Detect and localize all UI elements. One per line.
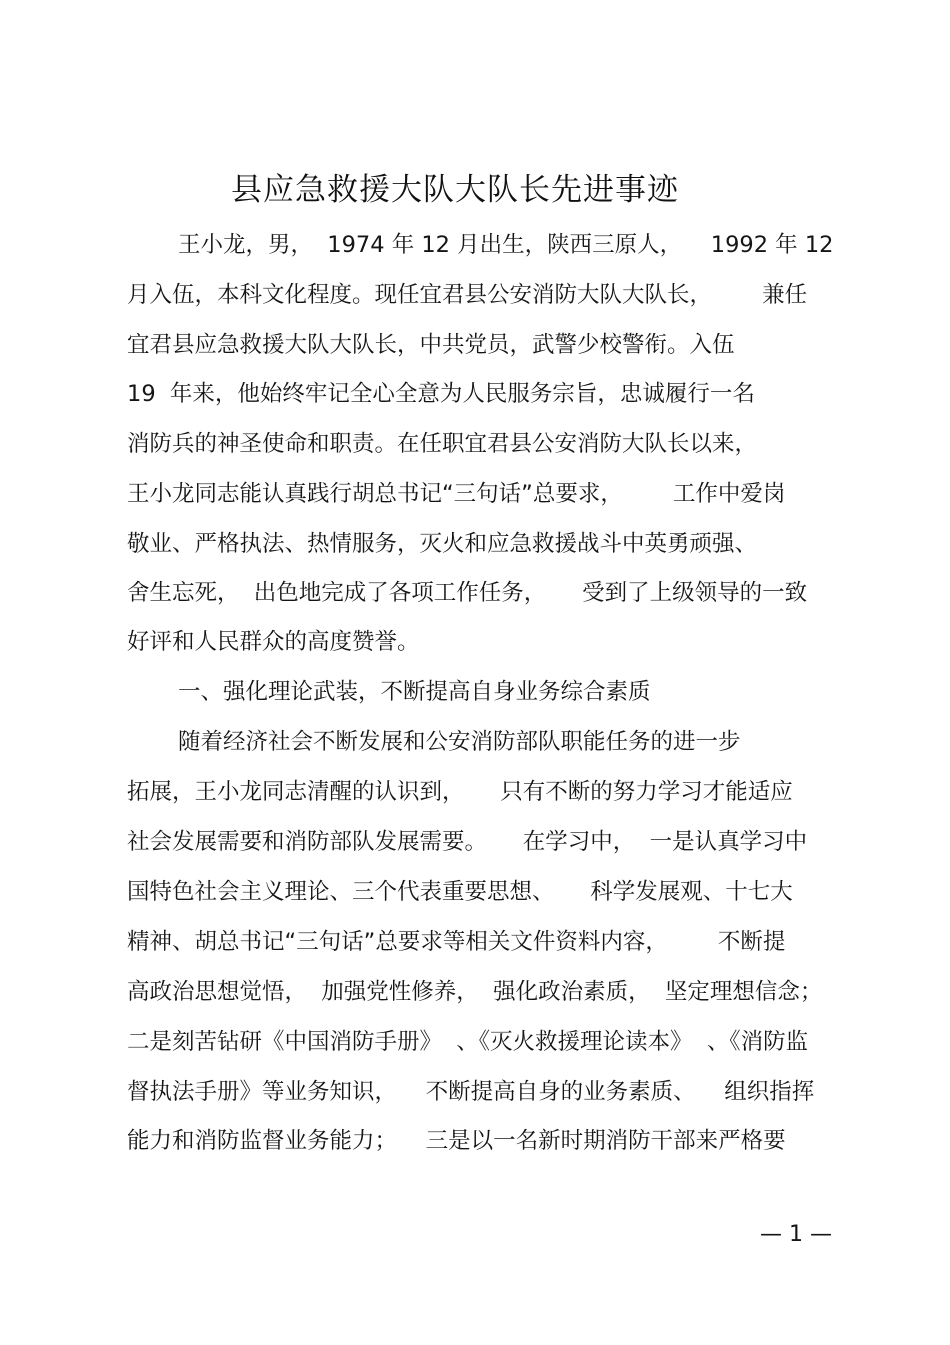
body-line: 高政治思想觉悟， 加强党性修养， 强化政治素质， 坚定理想信念； [127,979,823,1005]
section-heading: 一、强化理论武装，不断提高自身业务综合素质 [178,679,651,705]
body-line: 月入伍，本科文化程度。现任宜君县公安消防大队大队长， 兼任 [127,282,808,308]
body-line: 好评和人民群众的高度赞誉。 [127,629,420,655]
page-number: — 1 — [760,1222,832,1247]
body-line: 精神、胡总书记“三句话”总要求等相关文件资料内容， 不断提 [127,929,786,955]
body-line: 舍生忘死， 出色地完成了各项工作任务， 受到了上级领导的一致 [127,580,808,606]
body-line: 敬业、严格执法、热情服务，灭火和应急救援战斗中英勇顽强、 [127,531,758,557]
body-line: 督执法手册》等业务知识， 不断提高自身的业务素质、 组织指挥 [127,1079,815,1105]
body-line: 二是刻苦钻研《中国消防手册》 、《灭火救援理论读本》 、《消防监 [127,1029,809,1055]
body-line: 随着经济社会不断发展和公安消防部队职能任务的进一步 [178,729,741,755]
body-line: 王小龙，男， 1974 年 12 月出生，陕西三原人， 1992 年 12 [178,232,834,258]
body-line: 能力和消防监督业务能力； 三是以一名新时期消防干部来严格要 [127,1128,786,1154]
body-line: 宜君县应急救援大队大队长，中共党员，武警少校警衔。入伍 [127,332,735,358]
document-title: 县应急救援大队大队长先进事迹 [231,172,679,208]
body-line: 王小龙同志能认真践行胡总书记“三句话”总要求， 工作中爱岗 [127,481,786,507]
body-line: 19 年来，他始终牢记全心全意为人民服务宗旨，忠诚履行一名 [127,381,755,407]
body-line: 拓展，王小龙同志清醒的认识到， 只有不断的努力学习才能适应 [127,779,793,805]
body-line: 消防兵的神圣使命和职责。在任职宜君县公安消防大队长以来， [127,431,758,457]
body-line: 社会发展需要和消防部队发展需要。 在学习中， 一是认真学习中 [127,829,808,855]
body-line: 国特色社会主义理论、三个代表重要思想、 科学发展观、十七大 [127,879,793,905]
